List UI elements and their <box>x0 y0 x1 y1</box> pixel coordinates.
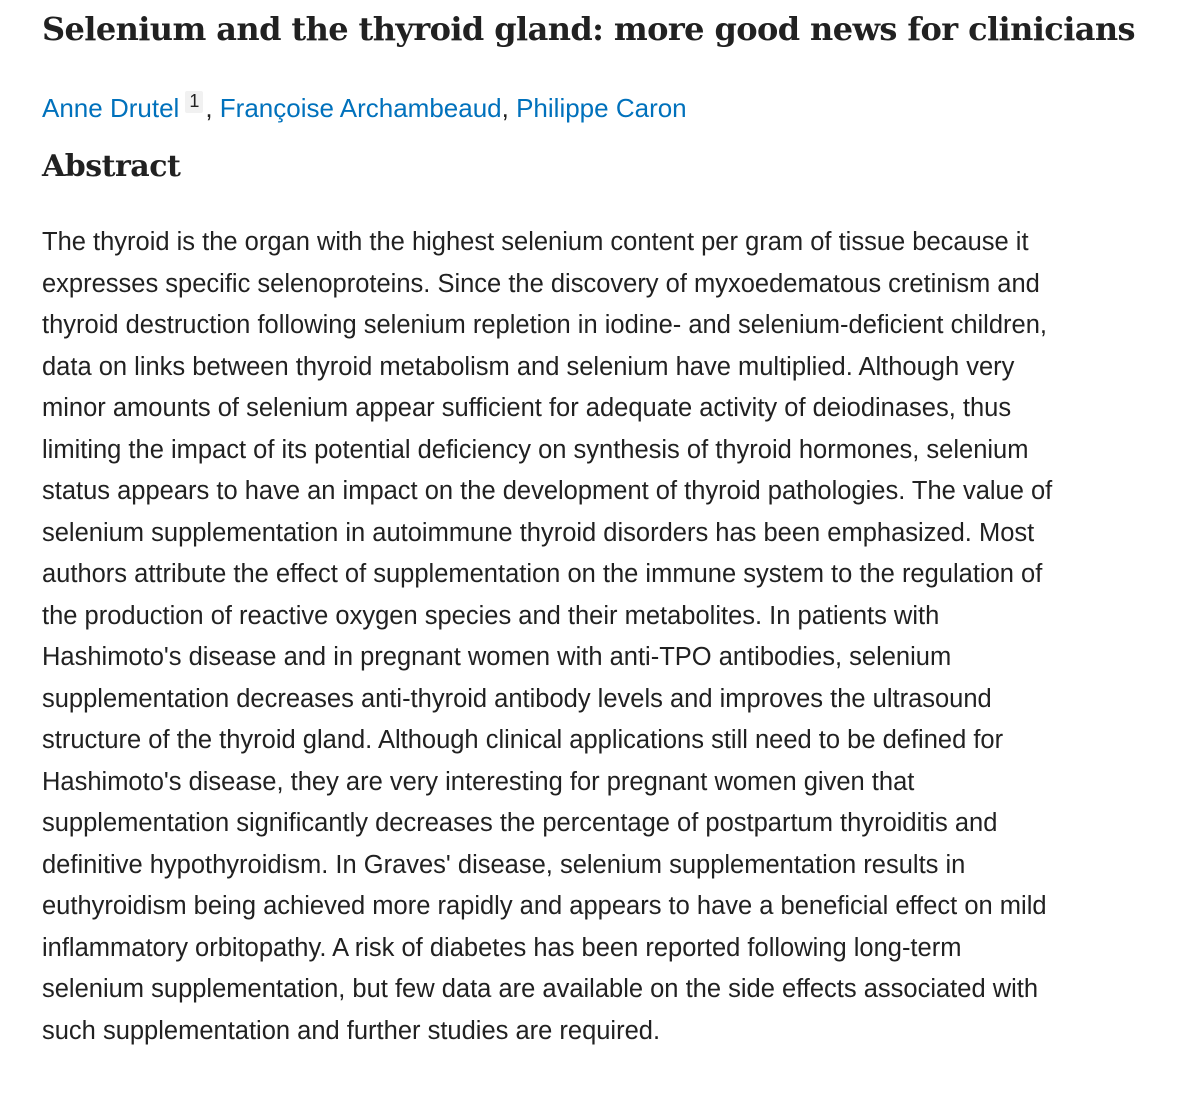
abstract-line: inflammatory orbitopathy. A risk of diabetes has been reported following long-term <box>42 933 962 962</box>
abstract-line: selenium supplementation, but few data are available on the side effects associated with <box>42 975 1039 1003</box>
abstract-line: authors attribute the effect of supplementation on the immune system to the regulation of <box>42 560 1043 588</box>
abstract-line: status appears to have an impact on the development of thyroid pathologies. The value of <box>42 477 1053 505</box>
abstract-line: Hashimoto's disease and in pregnant women with anti-TPO antibodies, selenium <box>42 643 952 671</box>
author-link-francoise-archambeaud[interactable]: Françoise Archambeaud <box>219 93 502 123</box>
abstract-line: thyroid destruction following selenium repletion in iodine- and selenium-deficient children, <box>42 311 1047 339</box>
abstract-line: supplementation decreases anti-thyroid antibody levels and improves the ultrasound <box>42 684 992 713</box>
abstract-line: definitive hypothyroidism. In Graves' disease, selenium supplementation results in <box>42 850 966 879</box>
abstract-body <box>42 222 1182 1052</box>
abstract-line: selenium supplementation in autoimmune thyroid disorders has been emphasized. Most <box>42 518 1035 547</box>
author-list <box>42 88 687 128</box>
abstract-line: euthyroidism being achieved more rapidly and appears to have a beneficial effect on mild <box>42 892 1047 920</box>
abstract-line: The thyroid is the organ with the highest selenium content per gram of tissue because it <box>42 228 1029 256</box>
abstract-line: Hashimoto's disease, they are very interesting for pregnant women given that <box>42 767 915 796</box>
abstract-heading: Abstract <box>42 149 181 184</box>
author-separator: , <box>205 93 213 123</box>
article-title: Selenium and the thyroid gland: more good news for clinicians <box>42 10 1135 48</box>
abstract-line: data on links between thyroid metabolism and selenium have multiplied. Although very <box>42 352 1015 381</box>
affiliation-marker[interactable]: 1 <box>185 91 203 113</box>
abstract-line: structure of the thyroid gland. Although clinical applications still need to be defined for <box>42 726 1004 754</box>
author-link-philippe-caron[interactable]: Philippe Caron <box>516 93 687 123</box>
abstract-line: expresses specific selenoproteins. Since the discovery of myxoedematous cretinism and <box>42 269 1040 298</box>
author-separator: , <box>501 93 509 123</box>
author-link-anne-drutel[interactable]: Anne Drutel <box>42 93 180 123</box>
abstract-line: such supplementation and further studies are required. <box>42 1016 661 1045</box>
abstract-line: the production of reactive oxygen species and their metabolites. In patients with <box>42 601 940 630</box>
abstract-line: minor amounts of selenium appear sufficient for adequate activity of deiodinases, thus <box>42 394 1012 422</box>
abstract-line: limiting the impact of its potential deficiency on synthesis of thyroid hormones, selenium <box>42 435 1029 464</box>
abstract-line: supplementation significantly decreases the percentage of postpartum thyroiditis and <box>42 809 998 837</box>
